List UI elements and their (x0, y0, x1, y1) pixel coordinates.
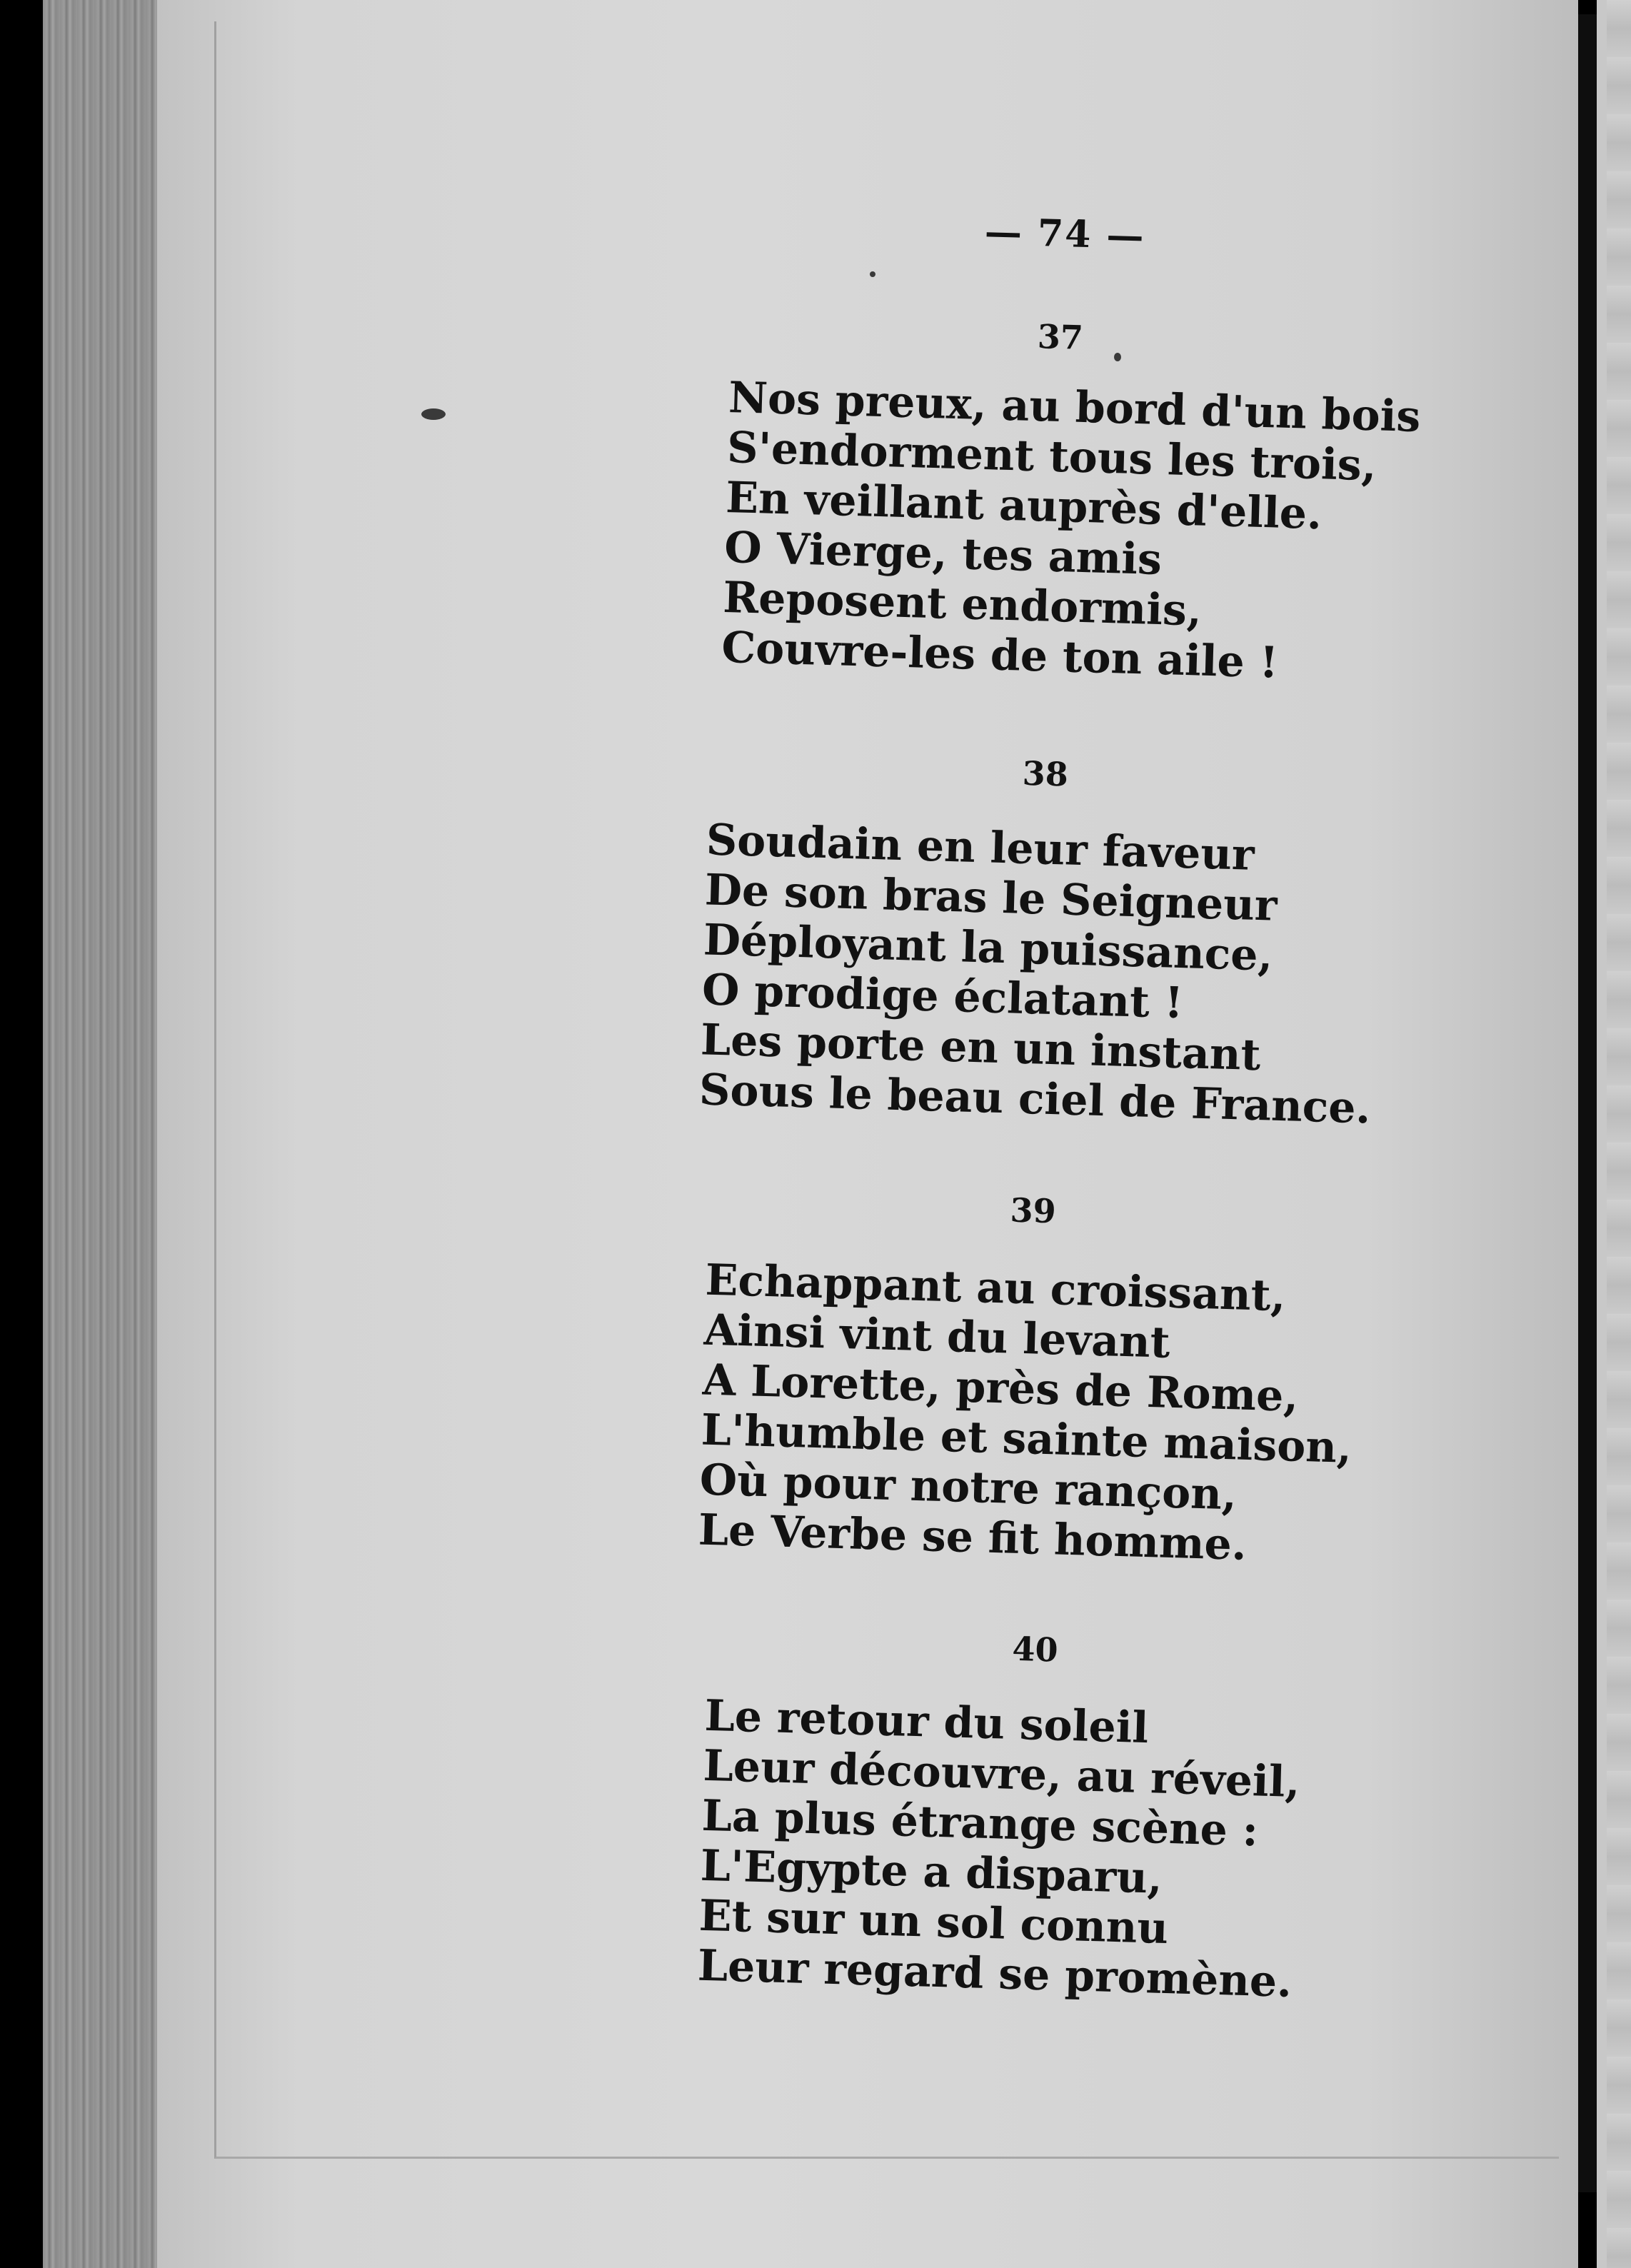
verse-line: Echappant au croissant, (704, 1255, 1287, 1322)
verse-line: Soudain en leur faveur (706, 815, 1255, 880)
ink-speck (870, 271, 875, 277)
verse-line: Reposent endormis, (722, 572, 1203, 636)
verse-line: Nos preux, au bord d'un bois (728, 373, 1422, 443)
ink-smudge (421, 408, 446, 420)
page-number: — 74 — (984, 209, 1146, 259)
verse-line: Sous le beau ciel de France. (698, 1065, 1372, 1134)
verse-line: La plus étrange scène : (701, 1790, 1259, 1857)
stanza-number: 37 (1037, 317, 1084, 357)
stanza-number: 38 (1022, 753, 1069, 794)
verse-line: Où pour notre rançon, (699, 1455, 1238, 1520)
facing-page-edge-texture (1607, 0, 1631, 2268)
verse-line: O prodige éclatant ! (701, 965, 1184, 1029)
stanza-number: 40 (1011, 1629, 1059, 1670)
verse-line: A Lorette, près de Rome, (701, 1355, 1300, 1422)
verse-line: Ainsi vint du levant (703, 1305, 1171, 1368)
verse-line: Couvre-les de ton aile ! (721, 622, 1279, 688)
verse-line: Déployant la puissance, (703, 915, 1274, 981)
ink-speck (1114, 353, 1121, 361)
verse-line: S'endorment tous les trois, (726, 423, 1377, 491)
verse-line: De son bras le Seigneur (704, 865, 1278, 931)
verse-line: O Vierge, tes amis (723, 522, 1163, 586)
verse-line: L'Egypte a disparu, (699, 1840, 1163, 1904)
stanza (698, 1255, 1357, 1573)
binding-gutter (1578, 14, 1597, 2192)
verse-line: Le Verbe se fit homme. (698, 1505, 1248, 1570)
verse-line: Leur découvre, au réveil, (702, 1740, 1301, 1808)
verse-line: Leur regard se promène. (697, 1940, 1293, 2007)
verse-line: Les porte en un instant (700, 1015, 1262, 1081)
stanza-number: 39 (1009, 1190, 1057, 1231)
stanza (698, 815, 1378, 1133)
verse-line: En veillant auprès d'elle. (725, 472, 1323, 540)
verse-line: Et sur un sol connu (698, 1890, 1169, 1955)
verse-line: L'humble et sainte maison, (700, 1405, 1353, 1473)
verse-line: Le retour du soleil (703, 1690, 1150, 1754)
stanza (721, 373, 1422, 692)
stanza (697, 1691, 1302, 2007)
